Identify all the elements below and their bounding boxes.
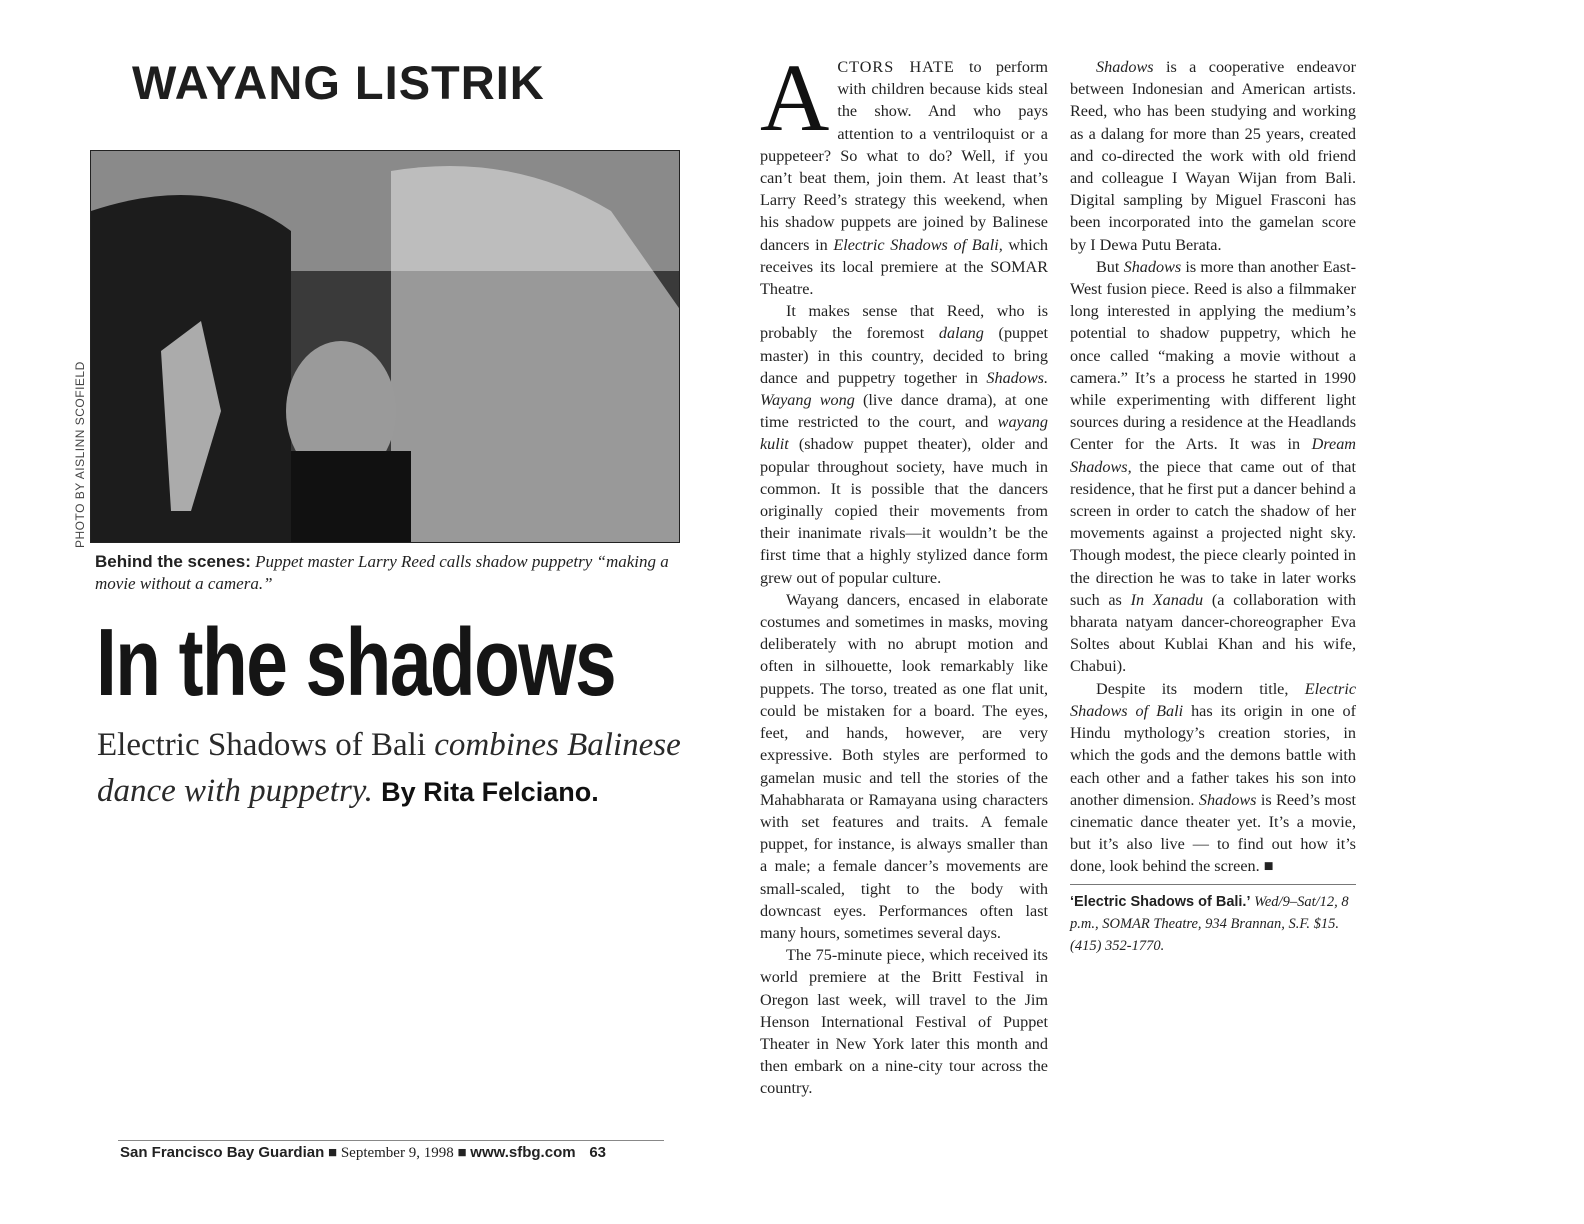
footer-publication: San Francisco Bay Guardian (120, 1144, 325, 1161)
paragraph-4: The 75-minute piece, which received its world premiere at the Britt Festival in Oregon last week, will travel to the Jim Henson International Festival of Puppet Theater in New York later this month and then embark on a nine-city tour across the country. (760, 946, 1048, 1098)
article-column-1 (760, 44, 1049, 1100)
opening-smallcaps: CTORS HATE (837, 58, 955, 76)
p2-d: (shadow puppet theater), older and popular throughout society, have much in common. It is possible that the dancers originally copied their movements from their inanimate rivals—it wouldn’t be the first time that a highly stylized dance form grew out of popular culture. (760, 435, 1048, 587)
p2-c: (live dance drama), at one time restricted to the court, and (760, 391, 1049, 432)
event-info (1070, 884, 1356, 957)
paragraph-5 (1070, 56, 1356, 256)
event-details: Wed/9–Sat/12, 8 p.m., SOMAR Theatre, 934 Brannan, S.F. $15. (415) 352-1770. (1070, 893, 1349, 954)
p6-a: But (1096, 257, 1124, 276)
page-footer (120, 1144, 606, 1162)
dropcap: A (760, 44, 830, 151)
p6-i2: Dream Shadows, (1070, 435, 1356, 476)
p1-text: to perform with children because kids steal the show. And who pays attention to a ventriloquist or a puppeteer? So what to do? Well, if you can’t beat them, join them. At least that’s Larry Reed’s strategy this weekend, when his shadow puppets are joined by Balinese dancers in (760, 58, 1048, 254)
footer-rule (118, 1140, 664, 1141)
p5-italic: Shadows (1096, 58, 1154, 76)
p2-a: It makes sense that Reed, who is probably the foremost (760, 302, 1048, 343)
byline: By Rita Felciano. (381, 777, 599, 807)
p2-i1: dalang (938, 324, 984, 343)
p7-a: Despite its modern title, (1096, 679, 1305, 698)
footer-sep-1: ■ (328, 1145, 338, 1161)
article-photo (90, 150, 680, 543)
photo-image (91, 151, 680, 543)
p6-b: is more than another East-West fusion piece. Reed is also a filmmaker long interested in applying the medium’s potential to shadow puppetry, which he once called “making a movie without a camera.” It’s a process he started in 1990 while experimenting with different light sources during a residence at the Headlands Center for the Arts. It was in (1070, 257, 1356, 454)
caption-text: Puppet master Larry Reed calls shadow puppetry “making a movie without a camera.” (95, 552, 669, 593)
footer-sep-2: ■ (457, 1145, 467, 1161)
dek-title: Electric Shadows of Bali (97, 727, 427, 763)
end-mark: ■ (1263, 857, 1274, 876)
headline: In the shadows (96, 609, 616, 716)
event-title: ‘Electric Shadows of Bali.’ (1070, 893, 1251, 910)
paragraph-6 (1070, 256, 1356, 678)
p6-c: the piece that came out of that residence, that he first put a dancer behind a screen in order to catch the shadow of her movements against a projected night sky. Though modest, the piece clearly pointed in the direction he was to take in later works such as (1070, 457, 1356, 609)
paragraph-7 (1070, 678, 1356, 878)
p6-d: (a collaboration with bharata natyam dancer-choreographer Eva Soltes about Kublai Khan and his wife, Chabui). (1070, 590, 1356, 676)
p6-i3: In Xanadu (1130, 590, 1204, 609)
p2-b: (puppet master) in this country, decided to bring dance and puppetry together in (760, 324, 1049, 387)
photo-credit: PHOTO BY AISLINN SCOFIELD (73, 361, 87, 548)
footer-date: September 9, 1998 (340, 1145, 454, 1161)
section-header: WAYANG LISTRIK (132, 56, 545, 109)
p7-c: is Reed’s most cinematic dance theater yet. It’s a movie, but it’s also live — to find out how it’s done, look behind the screen. (1070, 790, 1357, 876)
paragraph-3: Wayang dancers, encased in elaborate costumes and sometimes in masks, moving deliberately with no abrupt motion and often in silhouette, look remarkably like puppets. The torso, treated as one flat unit, could be mistaken for a board. The eyes, feet, and hands, however, are very expressive. Both styles are performed to gamelan music and tell the stories of the Mahabharata or Ramayana using characters with set features and traits. A female puppet, for instance, is always smaller than a male; a female dancer’s movements are small-scaled, tight to the body with downcast eyes. Performances often last many hours, sometimes several days. (760, 590, 1048, 942)
p1-italic: Electric Shadows of Bali, (833, 235, 1003, 254)
footer-url: www.sfbg.com (470, 1144, 576, 1161)
p7-i2: Shadows (1198, 790, 1257, 809)
paragraph-2 (760, 300, 1048, 589)
dek (97, 722, 707, 815)
p2-i2: Shadows. Wayang wong (760, 368, 1048, 410)
p2-i3: wayang kulit (760, 413, 1048, 454)
p7-b: has its origin in one of Hindu mythology’s creation stories, in which the gods and the demons battle with each other and a father takes his son into another dimension. (1070, 701, 1356, 809)
footer-page: 63 (589, 1144, 607, 1161)
article-column-2 (1070, 56, 1356, 957)
p7-i1: Electric Shadows of Bali (1070, 679, 1356, 720)
p1-end: which receives its local premiere at the SOMAR Theatre. (760, 235, 1048, 299)
dek-rest: combines Balinese dance with puppetry. (97, 727, 681, 809)
paragraph-1 (760, 44, 1048, 300)
photo-caption (95, 551, 675, 595)
caption-lead: Behind the scenes: (95, 552, 251, 571)
p6-i1: Shadows (1123, 257, 1182, 276)
p5-text: is a cooperative endeavor between Indonesian and American artists. Reed, who has been studying and working as a dalang for more than 25 years, created and co-directed the work with old friend and colleague I Wayan Wijan from Bali. Digital sampling by Miguel Frasconi has been incorporated into the gamelan score by I Dewa Putu Berata. (1070, 58, 1356, 254)
